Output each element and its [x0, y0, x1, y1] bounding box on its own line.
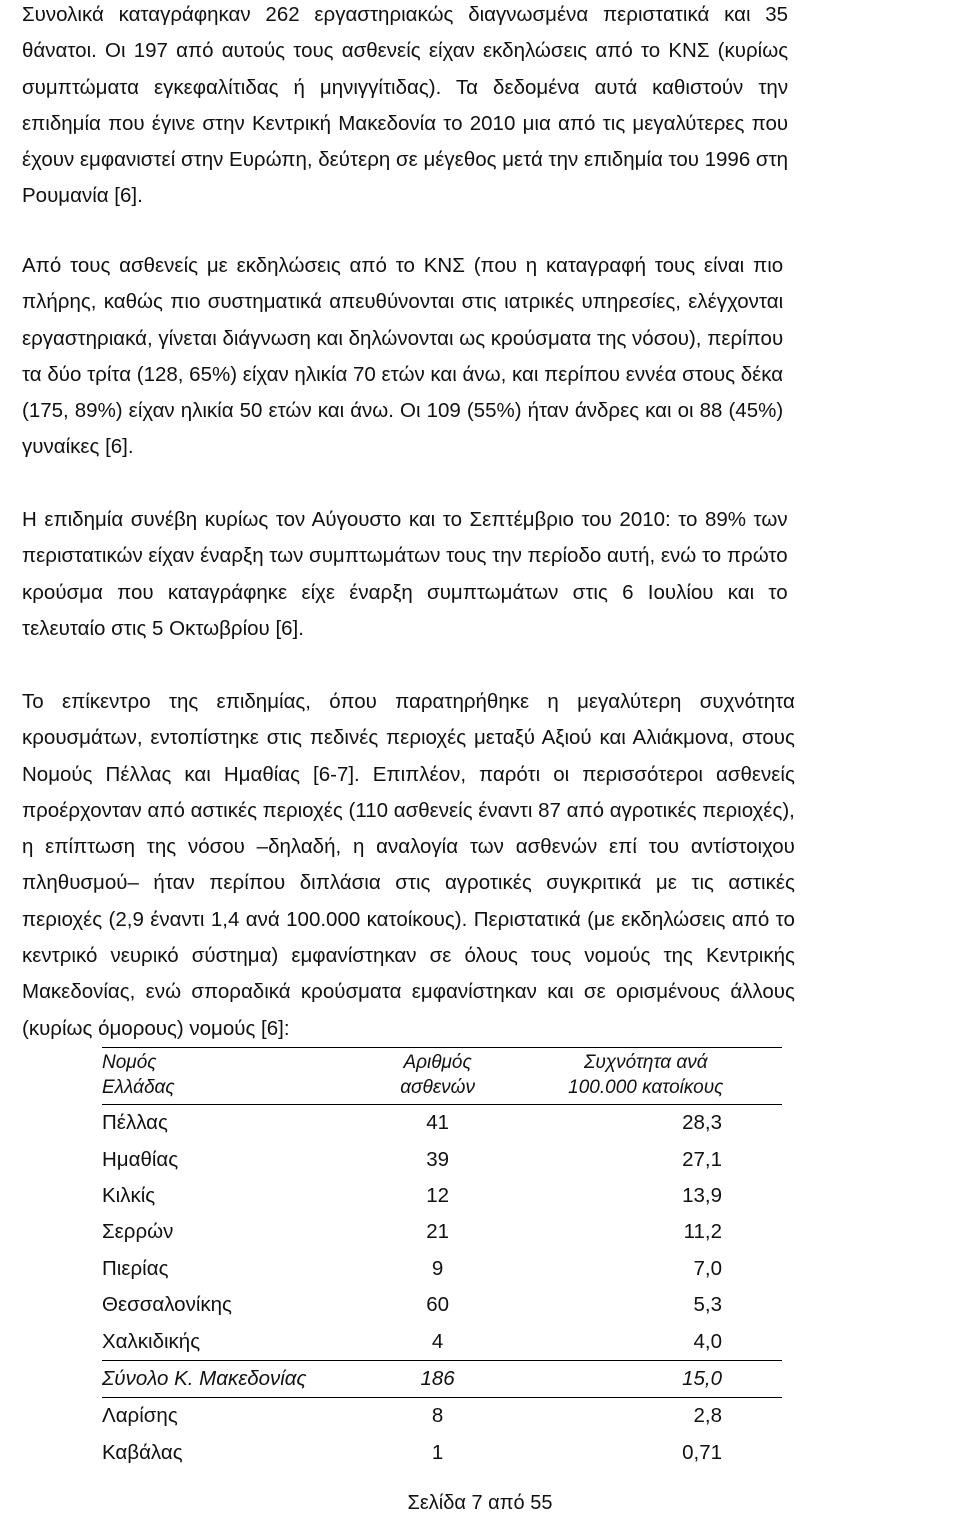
counties-table: [102, 1047, 782, 1471]
text-line: θάνατοι. Οι 197 από αυτούς τους ασθενείς είχαν εκδηλώσεις από το ΚΝΣ (κυρίως: [22, 39, 789, 63]
text-line: περιστατικών είχαν έναρξη των συμπτωμάτων τους την περίοδο αυτή, ενώ το πρώτο: [22, 544, 788, 568]
county-cell: Σερρών: [102, 1220, 174, 1244]
text-line: περιοχές (2,9 έναντι 1,4 ανά 100.000 κατοίκους). Περιστατικά (με εκδηλώσεις από το: [22, 907, 795, 931]
county-cell: Θεσσαλονίκης: [102, 1293, 232, 1317]
text-line: (175, 89%) είχαν ηλικία 50 ετών και άνω. Οι 109 (55%) ήταν άνδρες και οι 88 (45%): [22, 399, 784, 423]
text-line: Η επιδημία συνέβη κυρίως τον Αύγουστο και το Σεπτέμβριο του 2010: το 89% των: [22, 508, 788, 531]
frequency-cell: 2,8: [693, 1404, 722, 1428]
paragraph-2: [22, 248, 783, 466]
county-cell: Ημαθίας: [102, 1147, 179, 1171]
frequency-cell: 0,71: [682, 1440, 722, 1464]
table-row: [102, 1398, 782, 1435]
county-cell: Πιερίας: [102, 1256, 169, 1280]
table-header-row: [102, 1048, 782, 1105]
frequency-cell: 28,3: [682, 1111, 722, 1135]
county-cell: Πέλλας: [102, 1111, 168, 1135]
patients-cell: 12: [426, 1183, 449, 1207]
frequency-cell: 4,0: [693, 1329, 722, 1353]
text-line: συμπτώματα εγκεφαλίτιδας ή μηνιγγίτιδας). Τα δεδομένα αυτά καθιστούν την: [22, 75, 789, 99]
text-line: Μακεδονίας, ενώ σποραδικά κρούσματα εμφανίστηκαν και σε ορισμένους άλλους: [22, 980, 795, 1004]
patients-cell: 21: [426, 1220, 449, 1244]
total-frequency-cell: 15,0: [510, 1360, 782, 1397]
text-line: Ρουμανία [6].: [22, 184, 143, 208]
text-line: Από τους ασθενείς με εκδηλώσεις από το ΚΝΣ (που η καταγραφή τους είναι πιο: [22, 254, 784, 277]
text-line: εργαστηριακά, γίνεται διάγνωση και δηλώνονται ως κρούσματα της νόσου), περίπου: [22, 326, 784, 350]
text-line: η επίπτωση της νόσου –δηλαδή, η αναλογία των ασθενών επί του αντίστοιχου: [22, 835, 795, 859]
patients-cell: 1: [431, 1440, 444, 1464]
paragraph-3: [22, 502, 788, 647]
text-line: Νομούς Πέλλας και Ημαθίας [6-7]. Επιπλέον, παρότι οι περισσότεροι ασθενείς: [22, 762, 795, 786]
table-row: [102, 1214, 782, 1250]
text-line: επιδημία που έγινε στην Κεντρική Μακεδονία το 2010 μια από τις μεγαλύτερες που: [22, 111, 789, 135]
text-line: πλήρης, καθώς πιο συστηματικά απευθύνονται στις ιατρικές υπηρεσίες, ελέγχονται: [22, 290, 784, 314]
table-row: [102, 1323, 782, 1360]
patients-cell: 8: [431, 1404, 444, 1428]
patients-cell: 39: [426, 1147, 449, 1171]
paragraph-4: [22, 684, 795, 1047]
text-line: κρούσμα που καταγράφηκε είχε έναρξη συμπτωμάτων στις 6 Ιουλίου και το: [22, 580, 788, 604]
table-row: [102, 1251, 782, 1287]
paragraph-1: [22, 0, 788, 215]
table-row: [102, 1287, 782, 1323]
county-cell: Λαρίσης: [102, 1404, 178, 1428]
table-row: [102, 1141, 782, 1177]
text-line: τελευταίο στις 5 Οκτωβρίου [6].: [22, 616, 304, 640]
table-total-row: [102, 1360, 782, 1397]
patients-cell: 9: [431, 1256, 444, 1280]
header-patients: Αριθμός ασθενών: [366, 1048, 510, 1105]
text-line: προέρχονταν από αστικές περιοχές (110 ασθενείς έναντι 87 από αγροτικές περιοχές),: [22, 798, 795, 822]
total-patients-cell: 186: [366, 1360, 510, 1397]
patients-cell: 41: [426, 1111, 449, 1135]
text-line: Συνολικά καταγράφηκαν 262 εργαστηριακώς διαγνωσμένα περιστατικά και 35: [22, 3, 789, 26]
patients-cell: 60: [426, 1293, 449, 1317]
patients-cell: 4: [431, 1329, 444, 1353]
text-line: κεντρικό νευρικό σύστημα) εμφανίστηκαν σε όλους τους νομούς της Κεντρικής: [22, 944, 795, 968]
county-cell: Χαλκιδικής: [102, 1329, 201, 1353]
text-line: τα δύο τρίτα (128, 65%) είχαν ηλικία 70 ετών και άνω, και περίπου εννέα στους δέκα: [22, 362, 784, 386]
text-line: πληθυσμού– ήταν περίπου διπλάσια στις αγροτικές συγκριτικά με τις αστικές: [22, 871, 795, 895]
text-line: Το επίκεντρο της επιδημίας, όπου παρατηρήθηκε η μεγαλύτερη συχνότητα: [22, 690, 795, 713]
table-row: [102, 1178, 782, 1214]
frequency-cell: 7,0: [693, 1256, 722, 1280]
county-cell: Κιλκίς: [102, 1183, 156, 1207]
text-line: γυναίκες [6].: [22, 435, 134, 459]
frequency-cell: 5,3: [693, 1293, 722, 1317]
header-county: Νομός Ελλάδας: [102, 1048, 366, 1105]
frequency-cell: 27,1: [682, 1147, 722, 1171]
text-line: έχουν εμφανιστεί στην Ευρώπη, δεύτερη σε μέγεθος μετά την επιδημία του 1996 στη: [22, 148, 789, 172]
header-frequency: Συχνότητα ανά 100.000 κατοίκους: [510, 1048, 782, 1105]
text-line: κρουσμάτων, εντοπίστηκε στις πεδινές περιοχές μεταξύ Αξιού και Αλιάκμονα, στους: [22, 726, 795, 750]
page-footer: Σελίδα 7 από 55: [407, 1492, 553, 1514]
frequency-cell: 11,2: [683, 1220, 722, 1244]
frequency-cell: 13,9: [682, 1183, 722, 1207]
table-row: [102, 1105, 782, 1142]
text-line: (κυρίως όμορους) νομούς [6]:: [22, 1016, 290, 1040]
table-row: [102, 1435, 782, 1471]
total-label-cell: Σύνολο Κ. Μακεδονίας: [102, 1360, 366, 1397]
county-cell: Καβάλας: [102, 1440, 183, 1464]
